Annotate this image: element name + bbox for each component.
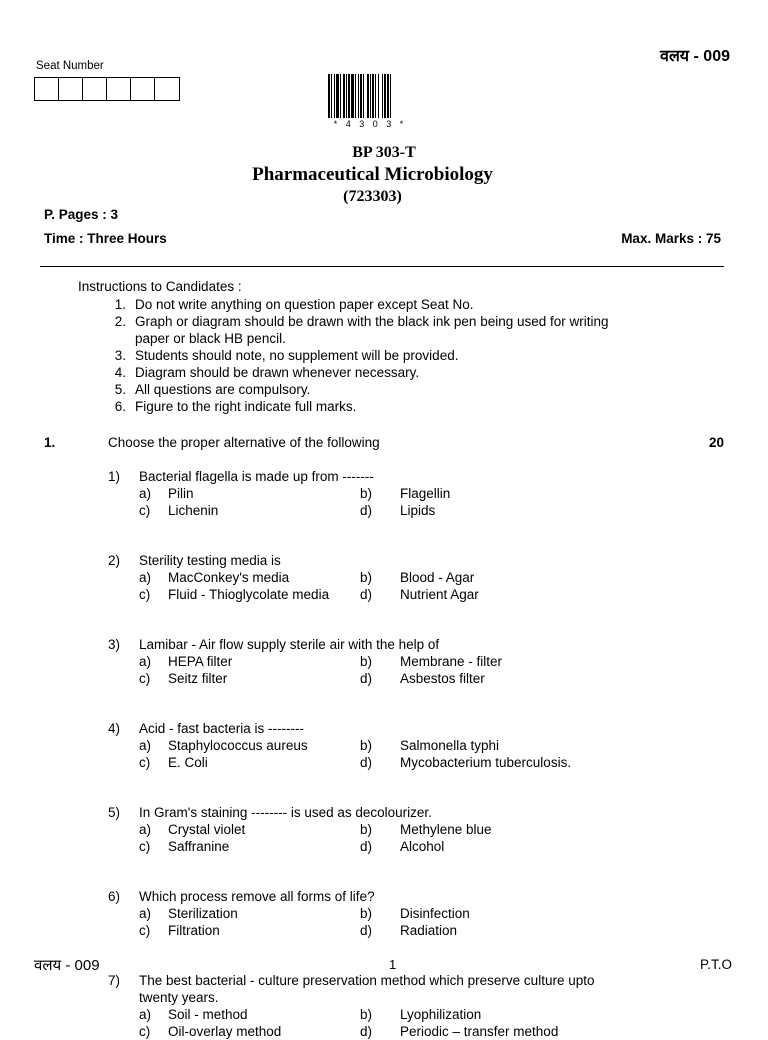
exam-time: Time : Three Hours bbox=[44, 231, 167, 246]
sub-question-text: Acid - fast bacteria is -------- bbox=[139, 721, 305, 736]
option-text: Saffranine bbox=[168, 839, 230, 854]
option-letter: d) bbox=[360, 923, 373, 938]
paper-code: BP 303-T bbox=[352, 144, 416, 161]
option-text: Lipids bbox=[400, 503, 436, 518]
instruction-number: 5. bbox=[114, 382, 126, 397]
option-letter: c) bbox=[139, 923, 151, 938]
option-text: Periodic – transfer method bbox=[400, 1024, 559, 1039]
option-letter: b) bbox=[360, 906, 373, 921]
option-letter: c) bbox=[139, 755, 151, 770]
instructions-heading: Instructions to Candidates : bbox=[78, 279, 242, 294]
question-text: Choose the proper alternative of the following bbox=[108, 435, 380, 450]
seat-number-box[interactable] bbox=[83, 78, 107, 100]
question-number: 1. bbox=[44, 435, 56, 450]
seat-number-boxes[interactable] bbox=[34, 77, 180, 101]
option-text: Asbestos filter bbox=[400, 671, 485, 686]
option-text: Mycobacterium tuberculosis. bbox=[400, 755, 572, 770]
option-letter: b) bbox=[360, 486, 373, 501]
instruction-text: Students should note, no supplement will be provided. bbox=[135, 348, 459, 363]
sub-question-text: Bacterial flagella is made up from ------- bbox=[139, 469, 374, 484]
instruction-number: 1. bbox=[114, 297, 126, 312]
option-letter: d) bbox=[360, 503, 373, 518]
option-letter: b) bbox=[360, 1007, 373, 1022]
sub-question-number: 4) bbox=[108, 721, 121, 736]
option-text: Crystal violet bbox=[168, 822, 246, 837]
sub-question-text: Sterility testing media is bbox=[139, 553, 281, 568]
option-text: Flagellin bbox=[400, 486, 451, 501]
option-text: Membrane - filter bbox=[400, 654, 503, 669]
option-text: Pilin bbox=[168, 486, 194, 501]
option-text: Alcohol bbox=[400, 839, 445, 854]
option-letter: b) bbox=[360, 738, 373, 753]
sub-question-text: Which process remove all forms of life? bbox=[139, 889, 375, 904]
seat-number-box[interactable] bbox=[131, 78, 155, 100]
option-letter: b) bbox=[360, 654, 373, 669]
option-letter: c) bbox=[139, 839, 151, 854]
option-letter: a) bbox=[139, 906, 152, 921]
instruction-text: paper or black HB pencil. bbox=[135, 331, 286, 346]
option-text: Salmonella typhi bbox=[400, 738, 500, 753]
paper-title: Pharmaceutical Microbiology bbox=[252, 164, 493, 185]
seat-number-box[interactable] bbox=[35, 78, 59, 100]
paper-set-code: वलय - 009 bbox=[660, 48, 730, 65]
option-text: Blood - Agar bbox=[400, 570, 475, 585]
option-text: HEPA filter bbox=[168, 654, 233, 669]
option-letter: a) bbox=[139, 1007, 152, 1022]
sub-question-text: Lamibar - Air flow supply sterile air with the help of bbox=[139, 637, 440, 652]
paper-subcode: (723303) bbox=[343, 188, 402, 205]
option-text: Disinfection bbox=[400, 906, 470, 921]
option-letter: a) bbox=[139, 654, 152, 669]
option-letter: d) bbox=[360, 587, 373, 602]
option-text: Staphylococcus aureus bbox=[168, 738, 308, 753]
instruction-text: Do not write anything on question paper except Seat No. bbox=[135, 297, 474, 312]
sub-question-number: 7) bbox=[108, 973, 121, 988]
option-letter: a) bbox=[139, 822, 152, 837]
option-letter: a) bbox=[139, 486, 152, 501]
instruction-number: 2. bbox=[114, 314, 126, 329]
option-letter: d) bbox=[360, 1024, 373, 1039]
option-text: Oil-overlay method bbox=[168, 1024, 282, 1039]
header-divider bbox=[40, 266, 724, 267]
option-text: Seitz filter bbox=[168, 671, 228, 686]
option-letter: d) bbox=[360, 755, 373, 770]
instruction-text: Graph or diagram should be drawn with the black ink pen being used for writing bbox=[135, 314, 609, 329]
seat-number-box[interactable] bbox=[155, 78, 179, 100]
seat-number-label: Seat Number bbox=[36, 60, 104, 72]
option-letter: b) bbox=[360, 570, 373, 585]
option-letter: d) bbox=[360, 839, 373, 854]
option-text: Fluid - Thioglycolate media bbox=[168, 587, 330, 602]
option-text: Radiation bbox=[400, 923, 458, 938]
instruction-number: 3. bbox=[114, 348, 126, 363]
sub-question-number: 6) bbox=[108, 889, 121, 904]
option-text: Methylene blue bbox=[400, 822, 492, 837]
option-letter: d) bbox=[360, 671, 373, 686]
sub-question-number: 5) bbox=[108, 805, 121, 820]
instruction-text: All questions are compulsory. bbox=[135, 382, 311, 397]
sub-question-number: 2) bbox=[108, 553, 121, 568]
footer-set-code: वलय - 009 bbox=[34, 957, 100, 974]
option-text: Nutrient Agar bbox=[400, 587, 479, 602]
option-letter: b) bbox=[360, 822, 373, 837]
page-number: 1 bbox=[389, 957, 397, 972]
sub-question-text: The best bacterial - culture preservation method which preserve culture upto bbox=[139, 973, 595, 988]
instruction-number: 6. bbox=[114, 399, 126, 414]
option-text: Filtration bbox=[168, 923, 220, 938]
instruction-text: Figure to the right indicate full marks. bbox=[135, 399, 357, 414]
sub-question-text: twenty years. bbox=[139, 990, 219, 1005]
option-text: Lyophilization bbox=[400, 1007, 482, 1022]
max-marks: Max. Marks : 75 bbox=[621, 231, 721, 246]
option-letter: c) bbox=[139, 587, 151, 602]
question-marks: 20 bbox=[708, 435, 724, 450]
page-count: P. Pages : 3 bbox=[44, 207, 119, 222]
option-letter: c) bbox=[139, 1024, 151, 1039]
option-text: Soil - method bbox=[168, 1007, 248, 1022]
option-letter: c) bbox=[139, 671, 151, 686]
option-text: Lichenin bbox=[168, 503, 219, 518]
option-text: MacConkey's media bbox=[168, 570, 290, 585]
option-text: E. Coli bbox=[168, 755, 208, 770]
pto-label: P.T.O bbox=[699, 957, 732, 972]
barcode bbox=[326, 74, 414, 120]
sub-question-number: 3) bbox=[108, 637, 121, 652]
option-letter: a) bbox=[139, 738, 152, 753]
option-text: Sterilization bbox=[168, 906, 238, 921]
seat-number-box[interactable] bbox=[59, 78, 83, 100]
instruction-number: 4. bbox=[114, 365, 126, 380]
option-letter: c) bbox=[139, 503, 151, 518]
seat-number-box[interactable] bbox=[107, 78, 131, 100]
sub-question-text: In Gram's staining -------- is used as decolourizer. bbox=[139, 805, 432, 820]
instruction-text: Diagram should be drawn whenever necessary. bbox=[135, 365, 420, 380]
barcode-text: * 4 3 0 3 * bbox=[333, 119, 407, 129]
option-letter: a) bbox=[139, 570, 152, 585]
sub-question-number: 1) bbox=[108, 469, 121, 484]
